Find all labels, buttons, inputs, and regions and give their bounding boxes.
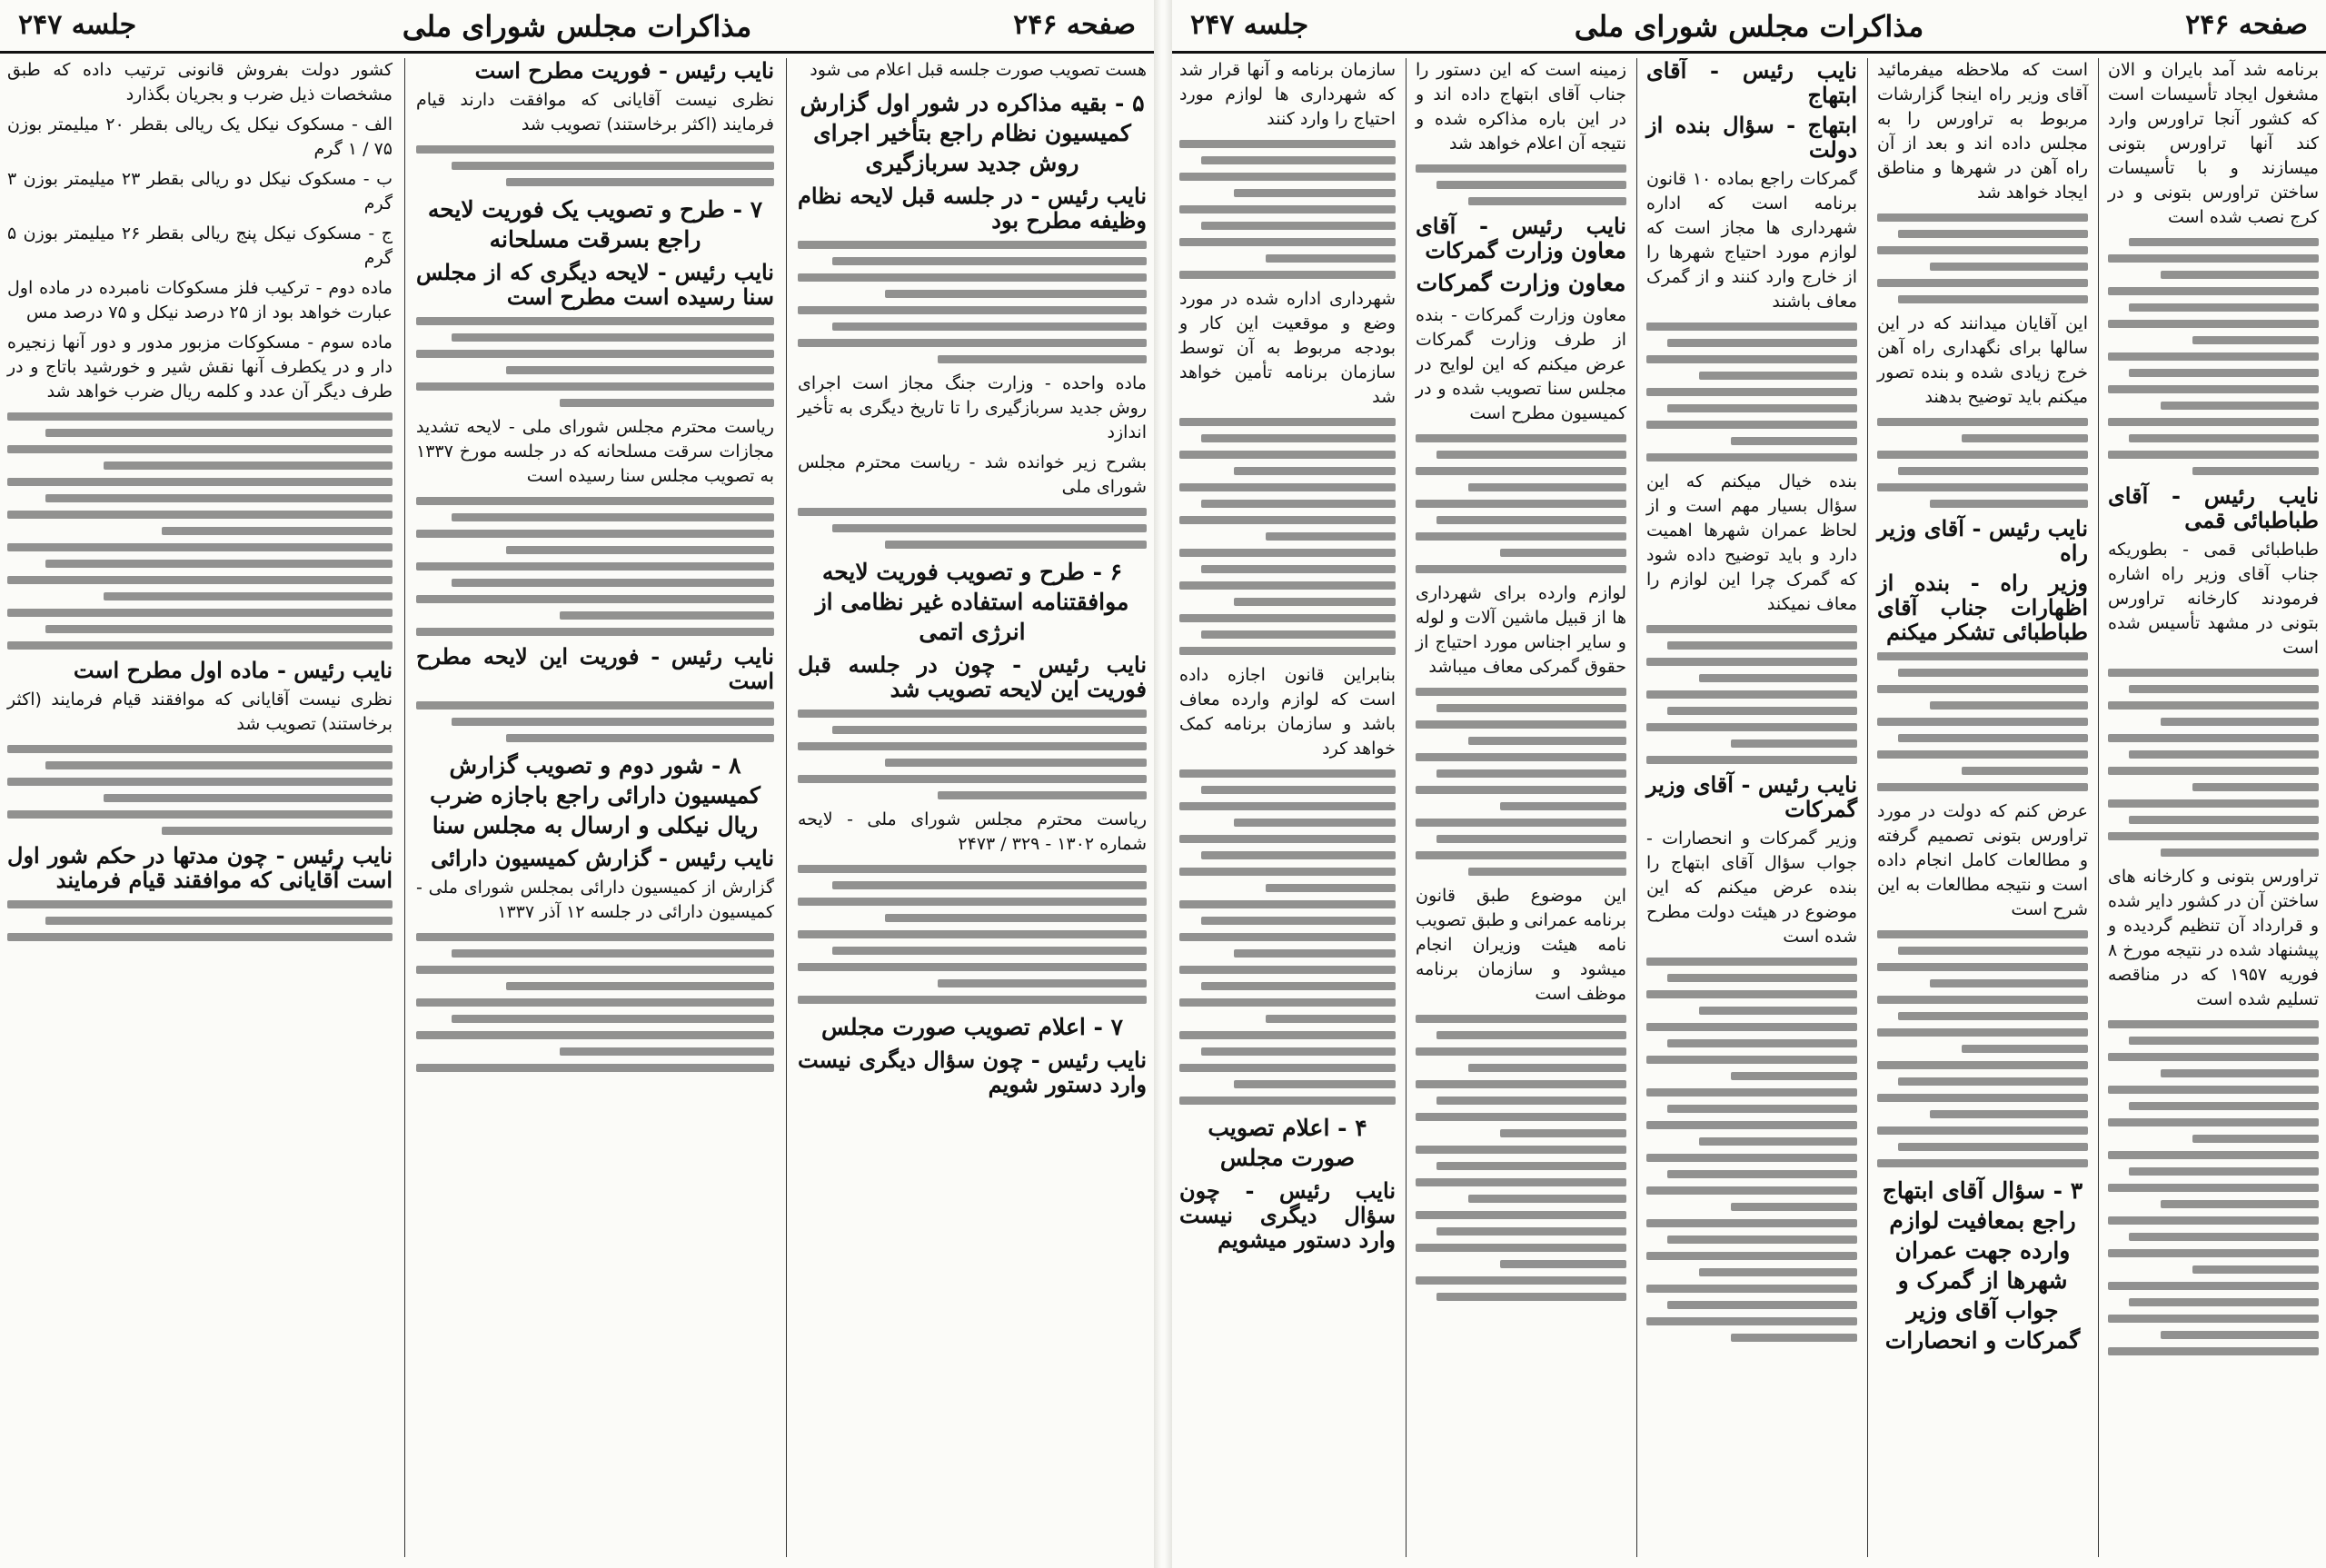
column-3 [0, 58, 400, 1557]
column-4 [1408, 58, 1634, 1557]
column-3 [1639, 58, 1864, 1557]
speaker-line: نایب رئیس - فوریت مطرح است [474, 58, 774, 84]
paragraph: ماده دوم - ترکیب فلز مسکوکات نامبرده در ماده اول عبارت خواهد بود از ۲۵ درصد نیکل و ۷۵ درصد مس [7, 278, 393, 323]
speaker-line: نایب رئیس - گزارش کمیسیون دارائی [431, 845, 774, 871]
speaker-line: نایب رئیس - فوریت این لایحه مطرح است [416, 643, 774, 694]
paragraph: لوازم وارده برای شهرداری ها از قبیل ماشین آلات و لوله و سایر اجناس مورد احتیاج از حقوق گمرکی معاف میباشد [1416, 583, 1626, 677]
speaker-line: نایب رئیس - آقای معاون وزارت گمرکات [1416, 213, 1626, 263]
paragraph: تراورس بتونی و کارخانه های ساختن آن در کشور دایر شده و قرارداد آن تنظیم گردیده و پیشنهاد شده در نتیجه مورخ ۸ فوریه ۱۹۵۷ که در مناقصه تسلیم شده است [2108, 867, 2319, 1009]
paragraph: ج - مسکوک نیکل پنج ریالی بقطر ۲۶ میلیمتر بوزن ۵ گرم [7, 223, 393, 268]
column-2 [409, 58, 781, 1557]
paragraph: ریاست محترم مجلس شورای ملی - لایحه تشدید مجازات سرقت مسلحانه که در جلسه مورخ ۱۳۳۷ به تصویب مجلس سنا رسیده است [416, 417, 774, 486]
paragraph: بنده خیال میکنم که این سؤال بسیار مهم است و از لحاظ عمران شهرها اهمیت دارد و باید توضیح داده شود که گمرک چرا این لوازم را معاف نمیکند [1646, 471, 1857, 614]
paragraph: برنامه شد آمد بایران و الان مشغول ایجاد تأسیسات است که کشور آنجا تراورس وارد کند آنها تراورس بتونی میسازند و با تأسیسات ساختن تراورس بتونی و در کرج نصب شده است [2108, 60, 2319, 227]
column-divider [404, 58, 405, 1557]
column-divider [1867, 58, 1868, 1557]
speaker-line: نایب رئیس - ماده اول مطرح است [73, 657, 393, 683]
section-heading: معاون وزارت گمرکات [1416, 270, 1626, 296]
speaker-line: نایب رئیس - آقای وزیر راه [1877, 515, 2088, 566]
speaker-line: ابتهاج - سؤال بنده از دولت [1646, 112, 1857, 163]
paragraph: گمرکات راجع بماده ۱۰ قانون برنامه است که اداره شهرداری ها مجاز است که لوازم مورد احتیاج شهرها را از خارج وارد کنند و از گمرک معاف باشند [1646, 169, 1857, 312]
paragraph: این آقایان میدانند که در این سالها برای نگهداری راه آهن خرج زیادی شده و بنده تصور میکنم باید توضیح بدهند [1877, 313, 2088, 407]
section-heading: ۴ - اعلام تصویب صورت مجلس [1208, 1115, 1367, 1171]
paragraph: است که ملاحظه میفرمائید آقای وزیر راه اینجا گزارشات مربوط به تراورس را به مجلس داده اند و بعد از آن راه آهن در شهرها و مناطق ایجاد خواهد شد [1877, 60, 2088, 203]
section-heading: ۳ - سؤال آقای ابتهاج راجع بمعافیت لوازم وارده جهت عمران شهرها از گمرک و جواب آقای وزیر گمرکات و انحصارات [1882, 1177, 2083, 1354]
column-2 [1870, 58, 2095, 1557]
right-page-columns [1172, 58, 2326, 1557]
section-heading: ۵ - بقیه مذاکره در شور اول گزارش کمیسیون نظام راجع بتأخیر اجرای روش جدید سربازگیری [800, 90, 1145, 176]
column-divider [786, 58, 787, 1557]
page-number: صفحه ۲۴۶ [1013, 9, 1136, 41]
paragraph: گزارش از کمیسیون دارائی بمجلس شورای ملی - کمیسیون دارائی در جلسه ۱۲ آذر ۱۳۳۷ [416, 878, 774, 922]
paragraph: نظری نیست آقایانی که موافقت دارند قیام فرمایند (اکثر برخاستند) تصویب شد [416, 90, 774, 134]
speaker-line: نایب رئیس - لایحه دیگری که از مجلس سنا رسیده است مطرح است [416, 259, 774, 310]
speaker-line: نایب رئیس - چون سؤال دیگری نیست وارد دستور میشویم [1179, 1177, 1396, 1253]
page-number: صفحه ۲۴۶ [2185, 9, 2308, 41]
speaker-line: نایب رئیس - آقای وزیر گمرکات [1646, 771, 1857, 822]
column-1 [790, 58, 1154, 1557]
speaker-line: نایب رئیس - در جلسه قبل لایحه نظام وظیفه مطرح بود [798, 183, 1147, 233]
column-1 [2101, 58, 2326, 1557]
speaker-line: نایب رئیس - چون مدتها در حکم شور اول است آقایانی که موافقند قیام فرمایند [7, 842, 393, 893]
left-page-columns [0, 58, 1154, 1557]
section-heading: ۶ - طرح و تصویب فوریت لایحه موافقتنامه استفاده غیر نظامی از انرژی اتمی [815, 559, 1129, 645]
speaker-line: نایب رئیس - چون سؤال دیگری نیست وارد دستور شویم [798, 1047, 1147, 1097]
speaker-line: نایب رئیس - آقای ابتهاج [1646, 58, 1857, 108]
speaker-line: نایب رئیس - آقای طباطبائی قمی [2108, 482, 2319, 533]
left-page-header [0, 0, 1154, 54]
paragraph: ب - مسکوک نیکل دو ریالی بقطر ۲۳ میلیمتر بوزن ۳ گرم [7, 169, 393, 213]
paragraph: نظری نیست آقایانی که موافقند قیام فرمایند (اکثر برخاستند) تصویب شد [7, 690, 393, 734]
speaker-line: نایب رئیس - چون در جلسه قبل فوریت این لایحه تصویب شد [798, 651, 1147, 702]
paragraph: شهرداری اداره شده در مورد وضع و موقعیت این کار و بودجه مربوط به آن توسط سازمان برنامه تأمین خواهد شد [1179, 289, 1396, 407]
paragraph: وزیر گمرکات و انحصارات - جواب سؤال آقای ابتهاج را بنده عرض میکنم که این موضوع در هیئت دولت مطرح شده است [1646, 829, 1857, 947]
paragraph: معاون وزارت گمرکات - بنده از طرف وزارت گمرکات عرض میکنم که این لوایح در مجلس سنا تصویب شده و در کمیسیون مطرح است [1416, 305, 1626, 423]
paragraph: بنابراین قانون اجازه داده است که لوازم وارده معاف باشد و سازمان برنامه کمک خواهد کرد [1179, 665, 1396, 759]
right-page-header [1172, 0, 2326, 54]
column-divider [1636, 58, 1637, 1557]
paragraph: هست تصویب صورت جلسه قبل اعلام می شود [810, 60, 1147, 80]
paragraph: الف - مسکوک نیکل یک ریالی بقطر ۲۰ میلیمتر بوزن ۷۵ / ۱ گرم [7, 114, 393, 159]
paragraph: بشرح زیر خوانده شد - ریاست محترم مجلس شورای ملی [798, 452, 1147, 497]
paragraph: زمینه است که این دستور را جناب آقای ابتهاج داده اند و در این باره مذاکره شده و نتیجه آن اعلام خواهد شد [1416, 60, 1626, 154]
paragraph: سازمان برنامه و آنها قرار شد که شهرداری ها لوازم مورد احتیاج را وارد کنند [1179, 60, 1396, 129]
right-page [1172, 0, 2326, 1568]
speaker-line: وزیر راه - بنده از اظهارات جناب آقای طباطبائی تشکر میکنم [1877, 570, 2088, 645]
session-number: جلسه ۲۴۷ [1190, 9, 1309, 41]
paragraph: این موضوع طبق قانون برنامه عمرانی و طبق تصویب نامه هیئت وزیران انجام میشود و سازمان برنامه موظف است [1416, 886, 1626, 1004]
paragraph: عرض کنم که دولت در مورد تراورس بتونی تصمیم گرفته و مطالعات کامل انجام داده است و نتیجه مطالعات به این شرح است [1877, 801, 2088, 919]
section-heading: ۷ - اعلام تصویب صورت مجلس [820, 1014, 1124, 1040]
paragraph: ماده سوم - مسکوکات مزبور مدور و دور آنها زنجیره دار و در یکطرف آنها نقش شیر و خورشید باتاج و در طرف دیگر آن عدد و کلمه ریال ضرب خواهد شد [7, 332, 393, 402]
section-heading: ۷ - طرح و تصویب یک فوریت لایحه راجع بسرقت مسلحانه [427, 196, 763, 253]
section-heading: ۸ - شور دوم و تصویب گزارش کمیسیون دارائی راجع باجازه ضرب ریال نیکلی و ارسال به مجلس سنا [430, 752, 760, 839]
paragraph: کشور دولت بفروش قانونی ترتیب داده که طبق مشخصات ذیل ضرب و بجریان بگذارد [7, 60, 393, 104]
page-title: مذاکرات مجلس شورای ملی [402, 9, 752, 44]
page-title: مذاکرات مجلس شورای ملی [1574, 9, 1924, 44]
column-divider [2098, 58, 2099, 1557]
session-number: جلسه ۲۴۷ [18, 9, 137, 41]
column-divider [1406, 58, 1407, 1557]
paragraph: ماده واحده - وزارت جنگ مجاز است اجرای روش جدید سربازگیری را تا تاریخ دیگری به تأخیر اندازد [798, 373, 1147, 442]
page-gutter [1154, 0, 1172, 1568]
paragraph: ریاست محترم مجلس شورای ملی - لایحه شماره ۱۳۰۲ - ۳۲۹ / ۲۴۷۳ [798, 809, 1147, 854]
left-page [0, 0, 1154, 1568]
column-5 [1172, 58, 1403, 1557]
paragraph: طباطبائی قمی - بطوریکه جناب آقای وزیر راه اشاره فرمودند کارخانه تراورس بتونی در مشهد تأسیس شده است [2108, 540, 2319, 658]
